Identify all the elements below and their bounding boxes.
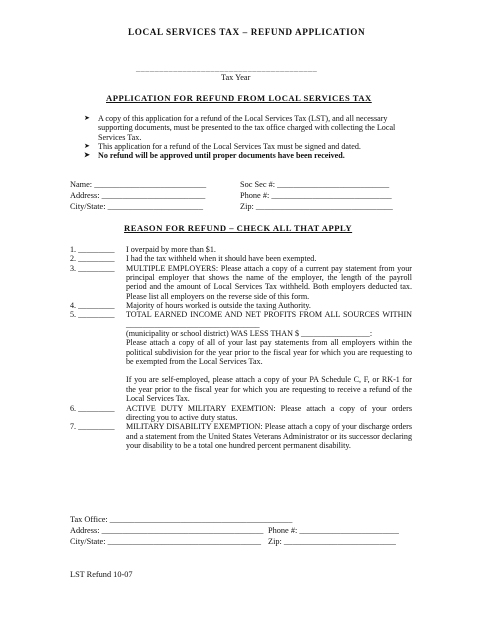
reason-item (70, 404, 412, 423)
instruction-text: This application for a refund of the Local Services Tax must be signed and dated. (98, 141, 361, 151)
application-subtitle: APPLICATION FOR REFUND FROM LOCAL SERVICES TAX (106, 93, 372, 103)
instruction-item (84, 142, 414, 151)
reason-text: I had the tax withheld when it should have been exempted. (126, 254, 317, 264)
arrow-bullet-icon: ➤ (84, 151, 90, 160)
city-state-field[interactable]: City/State: _______________________ (70, 202, 203, 211)
reason-text: Majority of hours worked is outside the taxing Authority. (126, 301, 311, 311)
reason-check-blank[interactable]: 6. _________ (70, 403, 115, 413)
reasons-list (70, 245, 412, 450)
reason-text: ACTIVE DUTY MILITARY EXEMTION: Please attach a copy of your orders directing you to active duty status. (126, 403, 412, 422)
reason-text-block (126, 310, 412, 403)
reason-text: If you are self-employed, please attach a copy of your PA Schedule C, F, or RK-1 for the year prior to the fiscal year for which you are requesting to receive a refund of the Local Services Tax. (126, 375, 412, 404)
name-field[interactable]: Name: ___________________________ (70, 180, 207, 189)
reason-check-blank[interactable]: 4. _________ (70, 301, 115, 311)
instruction-text: No refund will be approved until proper documents have been received. (98, 151, 345, 161)
reason-check-blank[interactable]: 5. _________ (70, 310, 115, 320)
reason-text: (municipality or school district) WAS LESS THAN $ _________________: (126, 329, 373, 339)
reason-text: TOTAL EARNED INCOME AND NET PROFITS FROM ALL SOURCES WITHIN _________________________________ (126, 310, 412, 329)
tax-office-address-field[interactable]: Address: _______________________________________ (70, 526, 264, 535)
soc-sec-field[interactable]: Soc Sec #: ___________________________ (240, 180, 390, 189)
reason-text: Please attach a copy of all of your last pay statements from all employers within the political subdivision for the year prior to the fiscal year for which you are requesting to be exempted from the Local Services Tax. (126, 338, 412, 367)
reason-item (70, 310, 412, 403)
reasons-heading: REASON FOR REFUND – CHECK ALL THAT APPLY (124, 223, 353, 233)
phone-field[interactable]: Phone #: _____________________________ (240, 191, 392, 200)
paragraph-gap (126, 366, 412, 375)
form-footer: LST Refund 10-07 (70, 570, 133, 579)
instructions-list (84, 114, 414, 160)
reason-text: I overpaid by more than $1. (126, 245, 216, 254)
reason-item (70, 245, 412, 254)
instruction-text: A copy of this application for a refund of the Local Services Tax (LST), and all necessary supporting documents, must be presented to the tax office charged with collecting the Local Services Tax. (98, 114, 396, 142)
reason-check-blank[interactable]: 7. _________ (70, 422, 115, 432)
reason-item (70, 301, 412, 310)
reason-text: MULTIPLE EMPLOYERS: Please attach a copy of a current pay statement from your principal employer that shows the name of the employer, the length of the payroll period and the amount of Local Services Tax withheld. Both employers deducted tax. Please list all employers on the reverse side of this form. (126, 263, 412, 301)
instruction-item (84, 114, 414, 142)
reason-check-blank[interactable]: 2. _________ (70, 254, 115, 264)
reason-check-blank[interactable]: 1. _________ (70, 245, 115, 254)
tax-office-zip-field[interactable]: Zip: ___________________________ (268, 537, 396, 546)
tax-year-label: Tax Year (221, 73, 251, 82)
form-title: LOCAL SERVICES TAX – REFUND APPLICATION (128, 27, 366, 37)
tax-office-field[interactable]: Tax Office: ____________________________________________ (70, 515, 293, 524)
tax-office-phone-field[interactable]: Phone #: ________________________ (268, 526, 399, 535)
reason-item (70, 264, 412, 301)
reason-item (70, 422, 412, 450)
tax-office-city-state-field[interactable]: City/State: _____________________________________ (70, 537, 262, 546)
address-field[interactable]: Address: _________________________ (70, 191, 206, 200)
reason-item (70, 254, 412, 263)
arrow-bullet-icon: ➤ (84, 141, 90, 150)
arrow-bullet-icon: ➤ (84, 114, 90, 122)
tax-year-line[interactable]: _______________________________________ (136, 64, 318, 73)
instruction-item (84, 151, 414, 160)
reason-check-blank[interactable]: 3. _________ (70, 263, 115, 273)
zip-field[interactable]: Zip: _________________________________ (240, 202, 393, 211)
reason-text: MILITARY DISABILITY EXEMPTION: Please attach a copy of your discharge orders and a statement from the United States Veterans Administrator or its successor declaring your disability to be a total one hundred percent permanent disability. (126, 422, 412, 450)
